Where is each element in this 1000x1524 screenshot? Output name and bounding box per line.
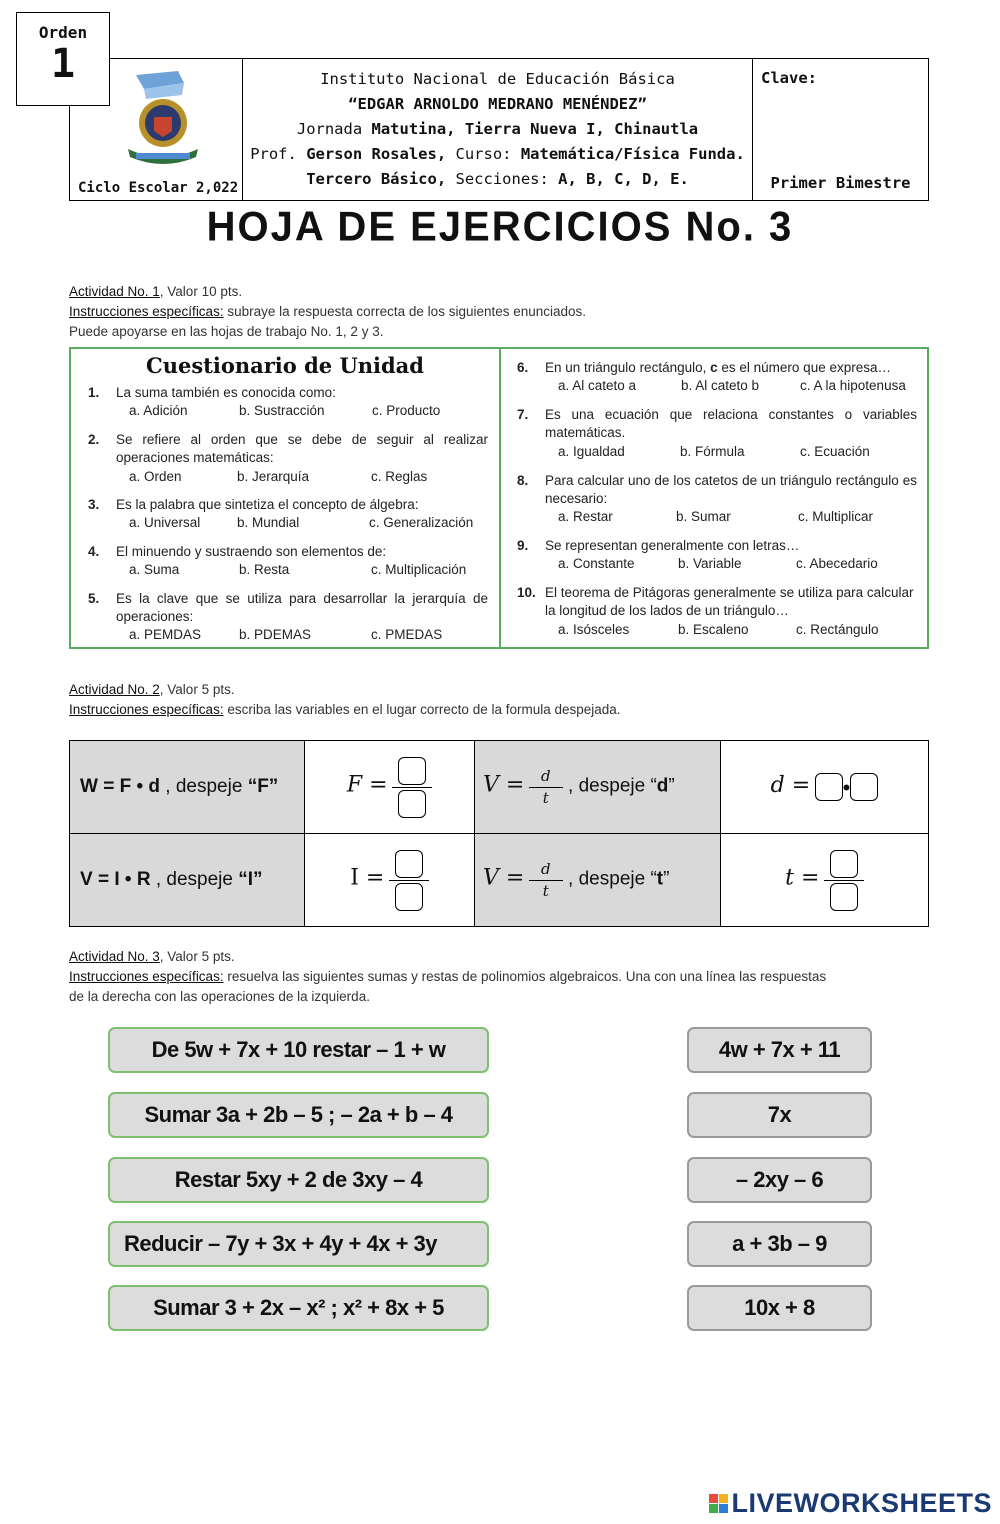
activity2-value: , Valor 5 pts.: [159, 682, 235, 697]
jornada-value: Matutina, Tierra Nueva I, Chinautla: [371, 120, 699, 138]
activity1-intro: [69, 282, 586, 342]
option-b[interactable]: b. Resta: [239, 562, 290, 577]
prof-label: Prof.: [250, 145, 307, 163]
clave-label: Clave:: [761, 69, 817, 87]
option-c[interactable]: c. Producto: [372, 403, 441, 418]
question-text: Para calcular uno de los catetos de un triángulo rectángulo es necesario:: [545, 473, 917, 506]
denominator: t: [542, 881, 549, 900]
secciones-label: Secciones:: [446, 170, 559, 188]
operation-5[interactable]: Sumar 3 + 2x – x² ; x² + 8x + 5: [108, 1285, 489, 1331]
option-b[interactable]: b. Sumar: [676, 509, 731, 524]
formula-w-cell: [70, 741, 305, 834]
prof-name: Gerson Rosales,: [306, 145, 447, 163]
question-text: Es una ecuación que relaciona constantes o variables matemáticas.: [545, 407, 917, 440]
option-c[interactable]: c. Abecedario: [796, 556, 878, 571]
question-number: 2.: [88, 432, 100, 447]
answer-5[interactable]: 10x + 8: [687, 1285, 872, 1331]
option-c[interactable]: c. Ecuación: [800, 444, 870, 459]
answer-box[interactable]: [815, 773, 843, 801]
question-text: El teorema de Pitágoras generalmente se utiliza para calcular la longitud de los lados de un triángulo…: [545, 585, 914, 618]
operation-3[interactable]: Restar 5xy + 2 de 3xy – 4: [108, 1157, 489, 1203]
answer-box[interactable]: [398, 790, 426, 818]
answer-1[interactable]: 4w + 7x + 11: [687, 1027, 872, 1073]
numerator: d: [540, 859, 551, 878]
question-number: 1.: [88, 385, 100, 400]
quiz-box: [69, 347, 929, 649]
question-text: Se refiere al orden que se debe de seguir al realizar operaciones matemáticas:: [116, 432, 488, 465]
denominator: t: [542, 788, 549, 807]
despeje-var: “I”: [238, 869, 263, 890]
question-text-c: es el número que expresa…: [717, 360, 891, 375]
activity2-intro: [69, 680, 621, 720]
answer-box[interactable]: [830, 883, 858, 911]
option-b[interactable]: b. Fórmula: [680, 444, 745, 459]
option-a[interactable]: a. Universal: [129, 515, 201, 530]
option-b[interactable]: b. Escaleno: [678, 622, 749, 637]
brand-logo[interactable]: [709, 1488, 992, 1519]
question-text: La suma también es conocida como:: [116, 385, 336, 400]
option-a[interactable]: a. Igualdad: [558, 444, 625, 459]
orden-label: Orden: [38, 23, 88, 42]
question-number: 10.: [517, 585, 536, 600]
despeje-end: ”: [668, 775, 675, 797]
question-number: 7.: [517, 407, 529, 422]
fraction: [824, 850, 864, 911]
answer-2[interactable]: 7x: [687, 1092, 872, 1138]
activity3-value: , Valor 5 pts.: [159, 949, 235, 964]
question-number: 3.: [88, 497, 100, 512]
activity1-note: Puede apoyarse en las hojas de trabajo No. 1, 2 y 3.: [69, 324, 384, 339]
despeje-text: , despeje: [160, 776, 248, 797]
option-c[interactable]: c. Rectángulo: [796, 622, 879, 637]
math-lhs: t =: [785, 865, 820, 891]
fraction: [529, 768, 563, 807]
despeje-text: , despeje: [150, 869, 239, 890]
answer-4[interactable]: a + 3b – 9: [687, 1221, 872, 1267]
operation-1[interactable]: De 5w + 7x + 10 restar – 1 + w: [108, 1027, 489, 1073]
secciones: A, B, C, D, E.: [558, 170, 689, 188]
answer-t-cell: [721, 834, 929, 927]
despeje-var: t: [656, 868, 664, 890]
answer-box[interactable]: [398, 757, 426, 785]
option-b[interactable]: b. Sustracción: [239, 403, 325, 418]
activity1-label: Actividad No. 1: [69, 284, 160, 299]
operation-2[interactable]: Sumar 3a + 2b – 5 ; – 2a + b – 4: [108, 1092, 489, 1138]
math-lhs: F =: [346, 772, 388, 798]
answer-d-cell: [721, 741, 929, 834]
option-a[interactable]: a. PEMDAS: [129, 627, 202, 642]
prof-line: [243, 142, 752, 167]
activity3-label: Actividad No. 3: [69, 949, 160, 964]
option-a[interactable]: a. Restar: [558, 509, 613, 524]
activity2-instr-label: Instrucciones específicas:: [69, 702, 224, 717]
formula-text: V = I • R: [80, 869, 151, 890]
despeje-end: ”: [663, 868, 670, 890]
answer-3[interactable]: – 2xy – 6: [687, 1157, 872, 1203]
formula-table: [69, 740, 929, 927]
option-c[interactable]: c. A la hipotenusa: [800, 378, 906, 393]
answer-box[interactable]: [395, 883, 423, 911]
fraction: [389, 850, 429, 911]
fraction: [529, 861, 563, 900]
header-institution: [243, 59, 753, 200]
answer-f-cell: [305, 741, 475, 834]
question-number: 4.: [88, 544, 100, 559]
question-text: El minuendo y sustraendo son elementos de:: [116, 544, 387, 559]
answer-box[interactable]: [830, 850, 858, 878]
formula-v2-cell: [475, 834, 721, 927]
activity1-value: , Valor 10 pts.: [159, 284, 243, 299]
school-logo-icon: [122, 69, 204, 173]
school-name: “EDGAR ARNOLDO MEDRANO MENÉNDEZ”: [348, 95, 647, 113]
jornada-label: Jornada: [296, 120, 372, 138]
question-text: [545, 359, 917, 377]
option-c[interactable]: c. Multiplicar: [798, 509, 874, 524]
answer-box[interactable]: [395, 850, 423, 878]
activity1-instr-label: Instrucciones específicas:: [69, 304, 224, 319]
orden-box: [16, 12, 110, 106]
option-a[interactable]: a. Adición: [129, 403, 188, 418]
operation-4[interactable]: Reducir – 7y + 3x + 4y + 4x + 3y: [108, 1221, 489, 1267]
grado-line: [243, 167, 752, 192]
question-number: 5.: [88, 591, 100, 606]
header-clave-cell: [753, 59, 928, 200]
option-a[interactable]: a. Orden: [129, 469, 182, 484]
fraction: [392, 757, 432, 818]
formula-row-1: [70, 741, 929, 834]
option-a[interactable]: a. Al cateto a: [558, 378, 637, 393]
header-table: [69, 58, 929, 201]
formula-v-i-cell: [70, 834, 305, 927]
grado: Tercero Básico,: [306, 170, 447, 188]
question-text: Se representan generalmente con letras…: [545, 538, 800, 553]
curso-name: Matemática/Física Funda.: [520, 145, 745, 163]
dot-operator: •: [842, 774, 851, 800]
brand-text: LIVEWORKSHEETS: [731, 1488, 992, 1518]
numerator: d: [540, 766, 551, 785]
math-lhs: V =: [483, 772, 525, 798]
question-text-a: En un triángulo rectángulo,: [545, 360, 711, 375]
activity2-label: Actividad No. 2: [69, 682, 160, 697]
option-a[interactable]: a. Suma: [129, 562, 180, 577]
curso-label: Curso:: [446, 145, 521, 163]
math-lhs: d =: [770, 772, 811, 798]
formula-text: W = F • d: [80, 776, 161, 797]
page-title: HOJA DE EJERCICIOS No. 3: [206, 203, 794, 251]
quiz-title: Cuestionario de Unidad: [146, 353, 424, 378]
answer-box[interactable]: [850, 773, 878, 801]
option-b[interactable]: b. Variable: [678, 556, 742, 571]
answer-i-cell: [305, 834, 475, 927]
despeje-var: “F”: [247, 776, 279, 797]
option-b[interactable]: b. Jerarquía: [237, 469, 310, 484]
institution-name: Instituto Nacional de Educación Básica: [320, 70, 675, 88]
option-b[interactable]: b. Al cateto b: [681, 378, 760, 393]
formula-row-2: [70, 834, 929, 927]
activity3-instr-text: resuelva las siguientes sumas y restas de polinomios algebraicos. Una con una línea las respuestas: [223, 969, 827, 984]
option-c[interactable]: c. Multiplicación: [371, 562, 467, 577]
option-b[interactable]: b. Mundial: [237, 515, 300, 530]
option-a[interactable]: a. Isósceles: [558, 622, 630, 637]
math-lhs: I =: [350, 865, 385, 891]
question-text-b: c: [710, 360, 718, 375]
option-c[interactable]: c. PMEDAS: [371, 627, 443, 642]
activity2-instr-text: escriba las variables en el lugar correcto de la formula despejada.: [223, 702, 621, 717]
despeje-var: d: [656, 775, 669, 797]
bimestre: Primer Bimestre: [770, 174, 911, 192]
option-b[interactable]: b. PDEMAS: [239, 627, 312, 642]
despeje-text: , despeje “: [562, 868, 657, 890]
liveworksheets-icon: [709, 1494, 728, 1513]
math-lhs: V =: [483, 865, 525, 891]
activity3-instr-text2: de la derecha con las operaciones de la izquierda.: [69, 989, 370, 1004]
option-a[interactable]: a. Constante: [558, 556, 635, 571]
activity1-instr-text: subraye la respuesta correcta de los siguientes enunciados.: [223, 304, 587, 319]
jornada-line: [243, 117, 752, 142]
ciclo-escolar: Ciclo Escolar 2,022: [78, 180, 239, 196]
option-c[interactable]: c. Generalización: [369, 515, 474, 530]
question-text: Es la clave que se utiliza para desarrollar la jerarquía de operaciones:: [116, 591, 488, 624]
question-text: Es la palabra que sintetiza el concepto de álgebra:: [116, 497, 419, 512]
quiz-divider: [499, 349, 501, 647]
question-number: 6.: [517, 360, 529, 375]
activity3-intro: [69, 947, 826, 1007]
despeje-text: , despeje “: [562, 775, 657, 797]
question-number: 8.: [517, 473, 529, 488]
option-c[interactable]: c. Reglas: [371, 469, 428, 484]
orden-number: 1: [50, 41, 76, 87]
question-number: 9.: [517, 538, 529, 553]
formula-v-cell: [475, 741, 721, 834]
activity3-instr-label: Instrucciones específicas:: [69, 969, 224, 984]
